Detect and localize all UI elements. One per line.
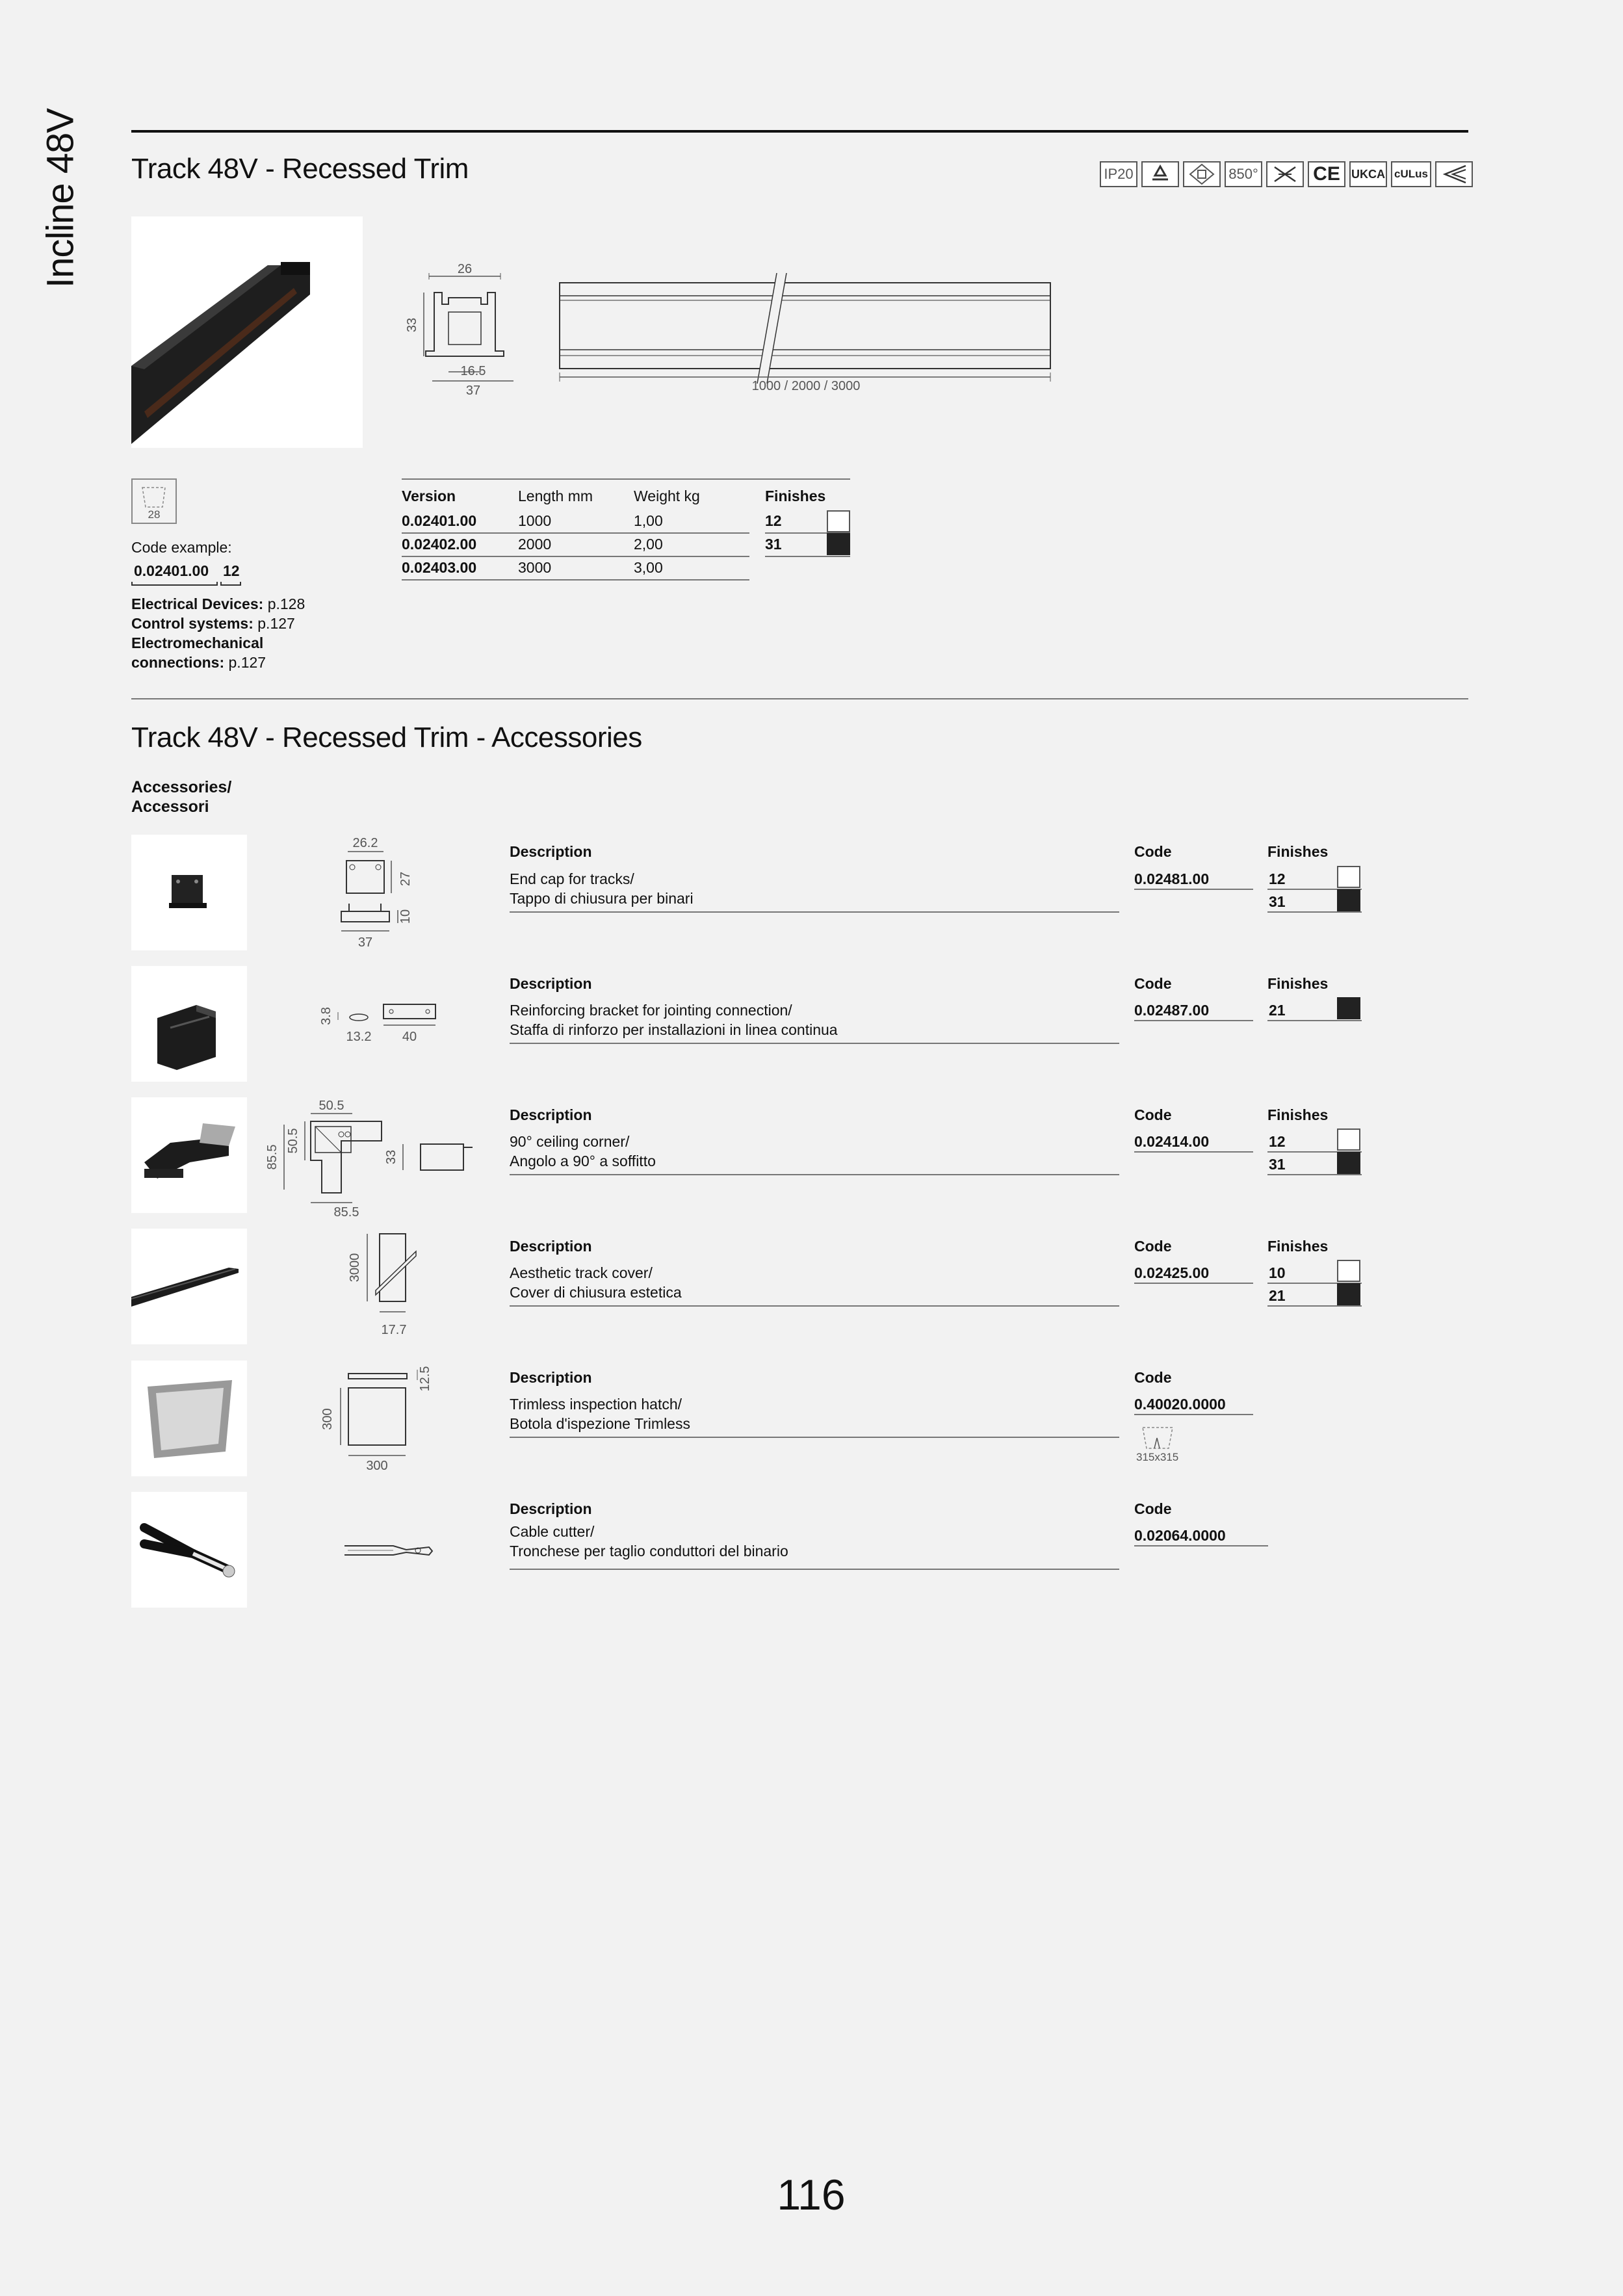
- finish-code: 21: [1269, 1287, 1286, 1304]
- th-length: Length mm: [518, 488, 593, 504]
- dim: 33: [384, 1149, 398, 1165]
- cover-drawing: [344, 1229, 429, 1346]
- code-example-label: Code example:: [131, 539, 232, 556]
- finish-swatch-white: [1337, 1260, 1360, 1282]
- finish-rule: [765, 556, 850, 557]
- dim-width-top: 26: [457, 262, 473, 276]
- description-en: Trimless inspection hatch/: [510, 1396, 682, 1413]
- finishes-label: Finishes: [1267, 843, 1329, 860]
- finish-swatch-black: [1337, 1152, 1360, 1174]
- finish-rule: [1267, 1174, 1362, 1175]
- ukca-mark-icon: UKCA: [1349, 161, 1387, 187]
- description-it: Staffa di rinforzo per installazioni in linea continua: [510, 1021, 838, 1038]
- code-label: Code: [1134, 1500, 1172, 1517]
- link-electrical-devices[interactable]: Electrical Devices: p.128: [131, 595, 305, 612]
- finish-swatch-white: [1337, 866, 1360, 888]
- code-rule: [1134, 1283, 1253, 1284]
- description-label: Description: [510, 1500, 592, 1517]
- accessories-subtitle-it: Accessori: [131, 798, 209, 816]
- code-example-code: 0.02401.00: [134, 562, 209, 579]
- description-rule: [510, 1043, 1119, 1044]
- dim: 40: [402, 1030, 417, 1044]
- accessory-photo-cable-cutter: [131, 1492, 247, 1608]
- top-rule: [131, 130, 1468, 133]
- finish-rule: [1267, 1020, 1362, 1021]
- product-photo: [131, 216, 363, 448]
- accessory-photo-bracket: [131, 966, 247, 1082]
- row-rule: [402, 556, 749, 557]
- certification-icons: [1100, 161, 1473, 187]
- side-title-text: Incline 48V: [39, 109, 82, 288]
- link-control-systems[interactable]: Control systems: p.127: [131, 615, 295, 632]
- code-example-finish-bracket: [220, 582, 241, 586]
- code-rule: [1134, 889, 1253, 890]
- description-en: End cap for tracks/: [510, 870, 634, 887]
- accessory-photo-corner: [131, 1097, 247, 1213]
- description-label: Description: [510, 843, 592, 860]
- profile-section-drawing: [396, 260, 526, 403]
- row-weight: 1,00: [634, 512, 663, 529]
- accessory-code: 0.02487.00: [1134, 1002, 1210, 1019]
- corner-drawing: [263, 1095, 474, 1219]
- description-en: Reinforcing bracket for jointing connection/: [510, 1002, 792, 1019]
- accessories-title: Track 48V - Recessed Trim - Accessories: [131, 722, 642, 753]
- code-rule: [1134, 1414, 1253, 1415]
- finish-code: 10: [1269, 1264, 1286, 1281]
- code-rule: [1134, 1545, 1268, 1546]
- dim: 50.5: [318, 1099, 344, 1113]
- dim: 37: [357, 935, 373, 950]
- accessory-code: 0.02425.00: [1134, 1264, 1210, 1281]
- dim: 17.7: [381, 1323, 407, 1337]
- description-rule: [510, 1437, 1119, 1438]
- description-rule: [510, 1305, 1119, 1307]
- dim-outer-width: 37: [465, 384, 481, 398]
- code-label: Code: [1134, 1238, 1172, 1255]
- dim: 3000: [348, 1253, 362, 1283]
- accessory-code: 0.02064.0000: [1134, 1527, 1226, 1544]
- finish-swatch-black: [1337, 997, 1360, 1019]
- dim: 85.5: [333, 1205, 359, 1219]
- page-number: 116: [777, 2171, 846, 2219]
- length-drawing: [556, 273, 1056, 397]
- dim: 300: [320, 1408, 335, 1430]
- finish-rule: [1267, 911, 1362, 913]
- row-length: 1000: [518, 512, 552, 529]
- finish-code: 12: [765, 512, 782, 529]
- cutout-dimension: 28: [148, 508, 161, 521]
- dim-length: 1000 / 2000 / 3000: [751, 379, 861, 393]
- th-version: Version: [402, 488, 456, 504]
- no-dimming-icon: [1266, 161, 1304, 187]
- description-en: Cable cutter/: [510, 1523, 595, 1540]
- dim: 50.5: [286, 1128, 300, 1154]
- link-connections[interactable]: connections: p.127: [131, 654, 266, 671]
- description-rule: [510, 911, 1119, 913]
- description-it: Botola d'ispezione Trimless: [510, 1415, 690, 1432]
- finish-code: 31: [1269, 893, 1286, 910]
- finishes-label: Finishes: [1267, 1106, 1329, 1123]
- description-label: Description: [510, 1238, 592, 1255]
- enec-icon: [1435, 161, 1473, 187]
- finish-code: 31: [765, 536, 782, 553]
- finishes-label: Finishes: [1267, 975, 1329, 992]
- accessory-code: 0.02414.00: [1134, 1133, 1210, 1150]
- finish-swatch-black: [827, 533, 850, 555]
- hatch-cutout-icon: [1136, 1424, 1182, 1463]
- cutout-icon: [131, 478, 177, 524]
- finish-code: 12: [1269, 1133, 1286, 1150]
- row-weight: 2,00: [634, 536, 663, 553]
- table-top-rule: [402, 478, 850, 480]
- dim-inner-width: 16.5: [460, 364, 486, 378]
- section-rule: [131, 698, 1468, 699]
- side-section-title: [12, 85, 109, 312]
- finish-code: 21: [1269, 1002, 1286, 1019]
- description-en: 90° ceiling corner/: [510, 1133, 630, 1150]
- product-title: Track 48V - Recessed Trim: [131, 153, 469, 185]
- bracket-drawing: [318, 998, 448, 1050]
- end-cap-drawing: [325, 833, 442, 954]
- dim-height: 33: [405, 317, 419, 333]
- 850-degree-icon: 850°: [1225, 161, 1262, 187]
- class-iii-icon: [1183, 161, 1221, 187]
- row-weight: 3,00: [634, 559, 663, 576]
- hatch-cutout-size: 315x315: [1136, 1451, 1179, 1463]
- accessory-code: 0.40020.0000: [1134, 1396, 1226, 1413]
- finish-code: 12: [1269, 870, 1286, 887]
- dim: 85.5: [265, 1144, 279, 1170]
- description-it: Tappo di chiusura per binari: [510, 890, 694, 907]
- row-version: 0.02403.00: [402, 559, 477, 576]
- code-label: Code: [1134, 1106, 1172, 1123]
- ul-listed-icon: cULus: [1391, 161, 1431, 187]
- description-it: Cover di chiusura estetica: [510, 1284, 682, 1301]
- dim: 26.2: [352, 836, 378, 850]
- description-it: Angolo a 90° a soffitto: [510, 1153, 656, 1169]
- description-label: Description: [510, 1106, 592, 1123]
- finish-code: 31: [1269, 1156, 1286, 1173]
- description-label: Description: [510, 975, 592, 992]
- link-electromechanical[interactable]: Electromechanical: [131, 634, 264, 651]
- code-rule: [1134, 1020, 1253, 1021]
- finish-swatch-white: [1337, 1128, 1360, 1151]
- accessory-code: 0.02481.00: [1134, 870, 1210, 887]
- dim: 13.2: [346, 1030, 372, 1044]
- ip20-icon: IP20: [1100, 161, 1137, 187]
- row-rule: [402, 579, 749, 581]
- code-label: Code: [1134, 975, 1172, 992]
- dim: 3.8: [319, 1007, 333, 1025]
- finish-swatch-white: [827, 510, 850, 532]
- cable-cutter-drawing: [341, 1534, 439, 1567]
- description-it: Tronchese per taglio conduttori del binario: [510, 1543, 788, 1559]
- dim: 10: [398, 909, 413, 924]
- finish-swatch-black: [1337, 1283, 1360, 1305]
- finish-rule: [1267, 1305, 1362, 1307]
- row-version: 0.02401.00: [402, 512, 477, 529]
- accessories-subtitle-en: Accessories/: [131, 778, 232, 796]
- accessory-photo-hatch: [131, 1361, 247, 1476]
- description-rule: [510, 1569, 1119, 1570]
- recycle-icon: [1141, 161, 1179, 187]
- accessory-photo-end-cap: [131, 835, 247, 950]
- description-label: Description: [510, 1369, 592, 1386]
- finishes-label: Finishes: [1267, 1238, 1329, 1255]
- description-en: Aesthetic track cover/: [510, 1264, 653, 1281]
- finish-swatch-black: [1337, 889, 1360, 911]
- accessory-photo-cover: [131, 1229, 247, 1344]
- dim: 300: [366, 1459, 388, 1473]
- code-example-finish: 12: [223, 562, 240, 579]
- th-finishes: Finishes: [765, 488, 826, 504]
- code-label: Code: [1134, 1369, 1172, 1386]
- dim: 27: [398, 871, 413, 887]
- row-version: 0.02402.00: [402, 536, 477, 553]
- code-example-bracket: [131, 582, 218, 586]
- code-label: Code: [1134, 843, 1172, 860]
- row-length: 3000: [518, 559, 552, 576]
- description-rule: [510, 1174, 1119, 1175]
- code-rule: [1134, 1151, 1253, 1153]
- th-weight: Weight kg: [634, 488, 700, 504]
- row-rule: [402, 532, 749, 534]
- dim: 12.5: [418, 1366, 432, 1392]
- hatch-drawing: [318, 1361, 448, 1478]
- ce-mark-icon: CE: [1308, 161, 1345, 187]
- row-length: 2000: [518, 536, 552, 553]
